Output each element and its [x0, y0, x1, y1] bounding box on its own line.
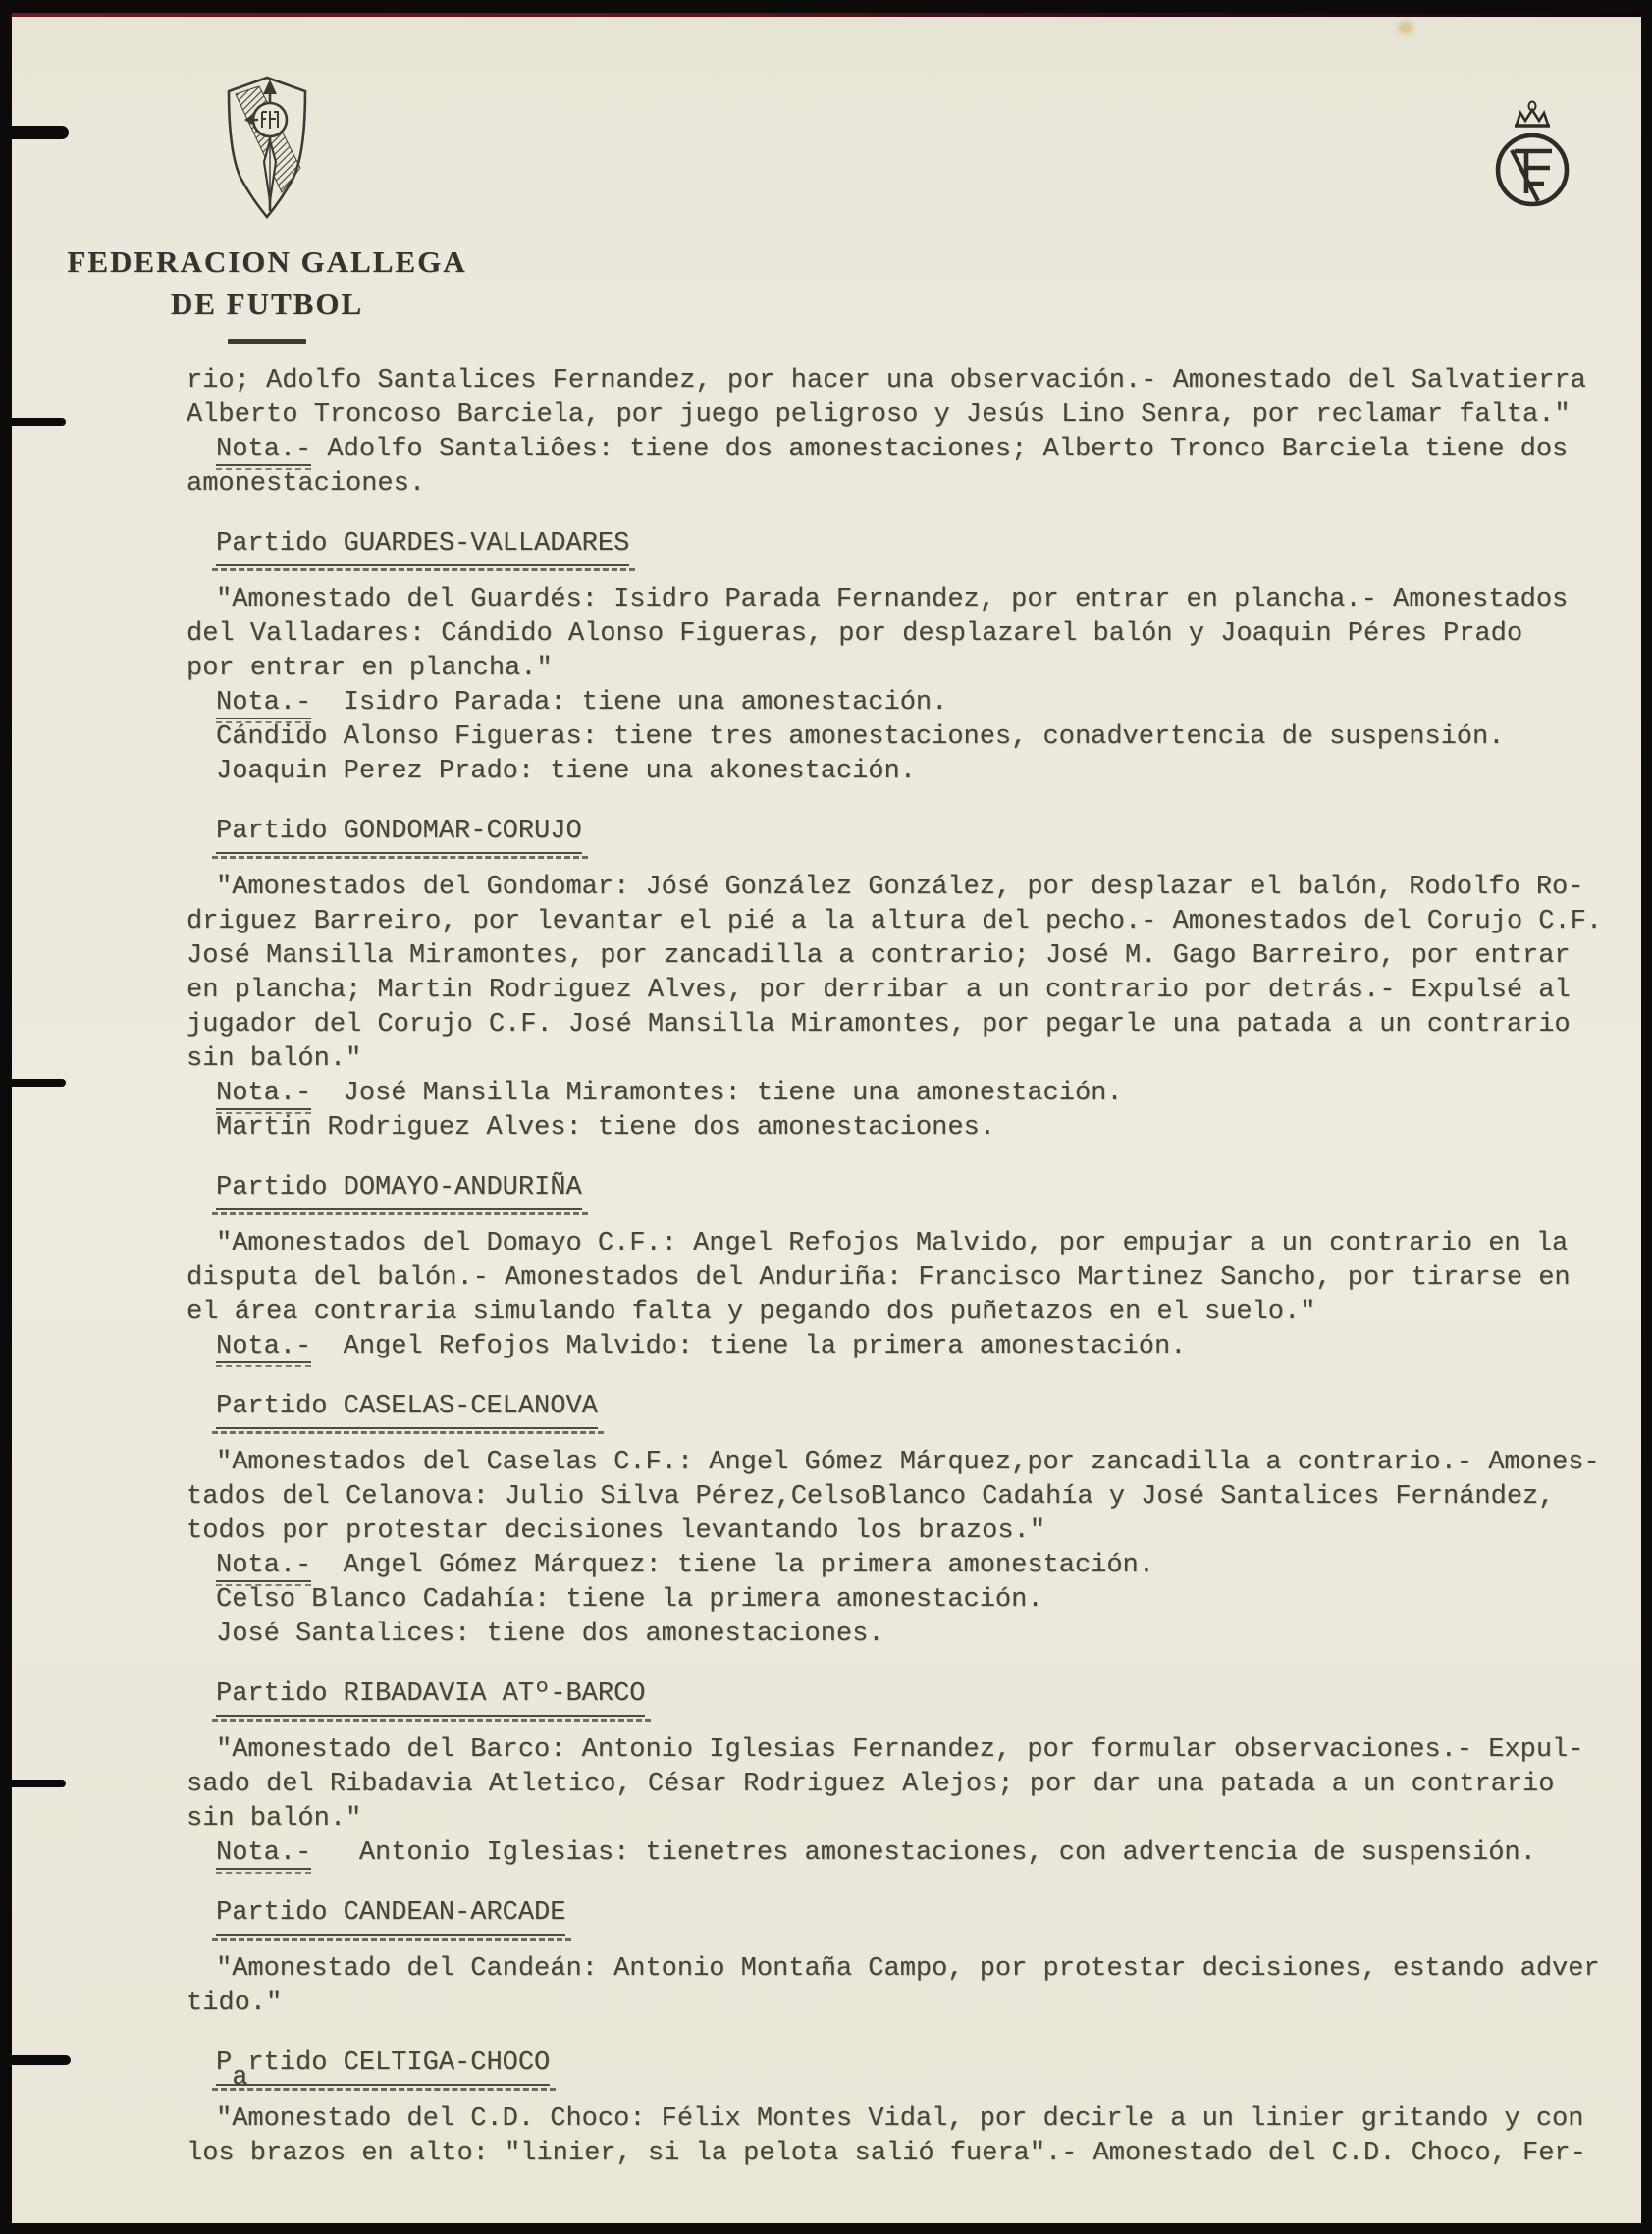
text-line: todos por protestar decisiones levantando los brazos.": [187, 1516, 1045, 1546]
text-line: Martin Rodriguez Alves: tiene dos amonestaciones.: [216, 1113, 995, 1143]
text-line: Celso Blanco Cadahía: tiene la primera amonestación.: [216, 1585, 1043, 1615]
text-line: tados del Celanova: Julio Silva Pérez,CelsoBlanco Cadahía y José Santalices Fernández,: [187, 1482, 1555, 1512]
nota-label: Nota.-: [216, 1332, 312, 1361]
binding-slit: [12, 1780, 66, 1787]
text-line: sado del Ribadavia Atletico, César Rodriguez Alejos; por dar una patada a un contrario: [187, 1770, 1555, 1799]
binding-slit: [12, 1079, 66, 1087]
match-section: [187, 1171, 1627, 1364]
text-line: "Amonestado del Barco: Antonio Iglesias Fernandez, por formular observaciones.- Expul-: [216, 1735, 1584, 1765]
text-line: Alberto Troncoso Barciela, por juego peligroso y Jesús Lino Senra, por reclamar falta.": [187, 400, 1571, 430]
match-section: [187, 1390, 1627, 1652]
match-heading: Partido CELTIGA-CHOCO: [216, 2048, 551, 2093]
text-line: "Amonestado del Guardés: Isidro Parada Fernandez, por entrar en plancha.- Amonestados: [216, 585, 1569, 614]
nota-label: Nota.-: [216, 1838, 312, 1868]
nota-line: Nota.- José Mansilla Miramontes: tiene una amonestación.: [216, 1079, 1123, 1108]
text-line: rio; Adolfo Santalices Fernandez, por hacer una observación.- Amonestado del Salvatierra: [187, 366, 1586, 396]
text-line: "Amonestados del Caselas C.F.: Angel Gómez Márquez,por zancadilla a contrario.- Amones-: [216, 1448, 1600, 1477]
match-heading: Partido RIBADAVIA ATº-BARCO: [187, 1677, 1627, 1717]
text-line: jugador del Corujo C.F. José Mansilla Miramontes, por pegarle una patada a un contrario: [187, 1010, 1571, 1039]
text-line: José Mansilla Miramontes, por zancadilla a contrario; José M. Gago Barreiro, por entrar: [187, 941, 1571, 971]
text-line: sin balón.": [187, 1044, 362, 1074]
top-edge-line: [12, 13, 1641, 17]
text-line: del Valladares: Cándido Alonso Figueras, por desplazarel balón y Joaquin Péres Prado: [187, 619, 1523, 649]
match-section: [187, 364, 1627, 502]
match-section: [187, 1896, 1627, 2021]
match-section: [187, 527, 1627, 789]
letterhead: [66, 74, 468, 344]
binding-slit: [12, 126, 69, 139]
text-line: "Amonestados del Gondomar: Jósé González González, por desplazar el balón, Rodolfo Ro-: [216, 873, 1584, 902]
federation-shield-logo: [223, 74, 311, 221]
nota-line: Nota.- Isidro Parada: tiene una amonestación.: [216, 688, 948, 718]
match-section: [187, 2047, 1627, 2171]
match-heading: Partido GONDOMAR-CORUJO: [187, 815, 1627, 854]
text-line: los brazos en alto: "linier, si la pelota salió fuera".- Amonestado del C.D. Choco, Fer-: [187, 2139, 1586, 2168]
text-line: en plancha; Martin Rodriguez Alves, por derribar a un contrario por detrás.- Expulsé al: [187, 976, 1571, 1005]
text-line: "Amonestado del C.D. Choco: Félix Montes Vidal, por decirle a un linier gritando y con: [216, 2104, 1584, 2134]
text-line: tido.": [187, 1989, 283, 2018]
letterhead-rule: [228, 339, 306, 344]
match-heading: Partido CASELAS-CELANOVA: [187, 1390, 1627, 1429]
document-page: [12, 13, 1641, 2223]
text-line: Joaquin Perez Prado: tiene una akonestación.: [216, 757, 916, 786]
text-line: "Amonestado del Candeán: Antonio Montaña Campo, por protestar decisiones, estando adver: [216, 1954, 1600, 1984]
nota-label: Nota.-: [216, 1079, 312, 1108]
document-body: [187, 364, 1627, 2171]
text-line: "Amonestados del Domayo C.F.: Angel Refojos Malvido, por empujar a un contrario en la: [216, 1229, 1569, 1258]
match-section: [187, 1677, 1627, 1871]
text-line: driguez Barreiro, por levantar el pié a la altura del pecho.- Amonestados del Corujo C.F.: [187, 907, 1603, 936]
binding-slit: [12, 2055, 71, 2065]
match-section: [187, 815, 1627, 1145]
royal-crest-logo: [1492, 99, 1572, 212]
text-line: por entrar en plancha.": [187, 654, 553, 683]
text-line: sin balón.": [187, 1804, 362, 1834]
match-heading: Partido DOMAYO-ANDURIÑA: [187, 1171, 1627, 1210]
binding-slit: [12, 418, 66, 426]
paper-stain: [1398, 21, 1413, 34]
text-line: el área contraria simulando falta y pegando dos puñetazos en el suelo.": [187, 1298, 1316, 1327]
nota-line: Nota.- Angel Gómez Márquez: tiene la primera amonestación.: [216, 1551, 1154, 1580]
nota-label: Nota.-: [216, 688, 312, 718]
dropped-letter: a: [232, 2063, 248, 2093]
nota-line: Nota.- Adolfo Santaliôes: tiene dos amonestaciones; Alberto Tronco Barciela tiene dos: [216, 435, 1569, 464]
nota-label: Nota.-: [216, 1551, 312, 1580]
letterhead-title-line2: DE FUTBOL: [170, 287, 364, 321]
match-heading: Partido GUARDES-VALLADARES: [187, 527, 1627, 566]
nota-line: Nota.- Angel Refojos Malvido: tiene la primera amonestación.: [216, 1332, 1187, 1361]
text-line: disputa del balón.- Amonestados del Anduriña: Francisco Martinez Sancho, por tirarse en: [187, 1263, 1571, 1293]
letterhead-title-line1: FEDERACION GALLEGA: [67, 244, 467, 279]
nota-line: Nota.- Antonio Iglesias: tienetres amonestaciones, con advertencia de suspensión.: [216, 1838, 1536, 1868]
text-line: José Santalices: tiene dos amonestaciones.: [216, 1620, 884, 1649]
text-line: Cándido Alonso Figueras: tiene tres amonestaciones, conadvertencia de suspensión.: [216, 722, 1505, 752]
match-heading: Partido CANDEAN-ARCADE: [187, 1896, 1627, 1936]
text-line: amonestaciones.: [187, 469, 426, 499]
nota-label: Nota.-: [216, 435, 312, 464]
